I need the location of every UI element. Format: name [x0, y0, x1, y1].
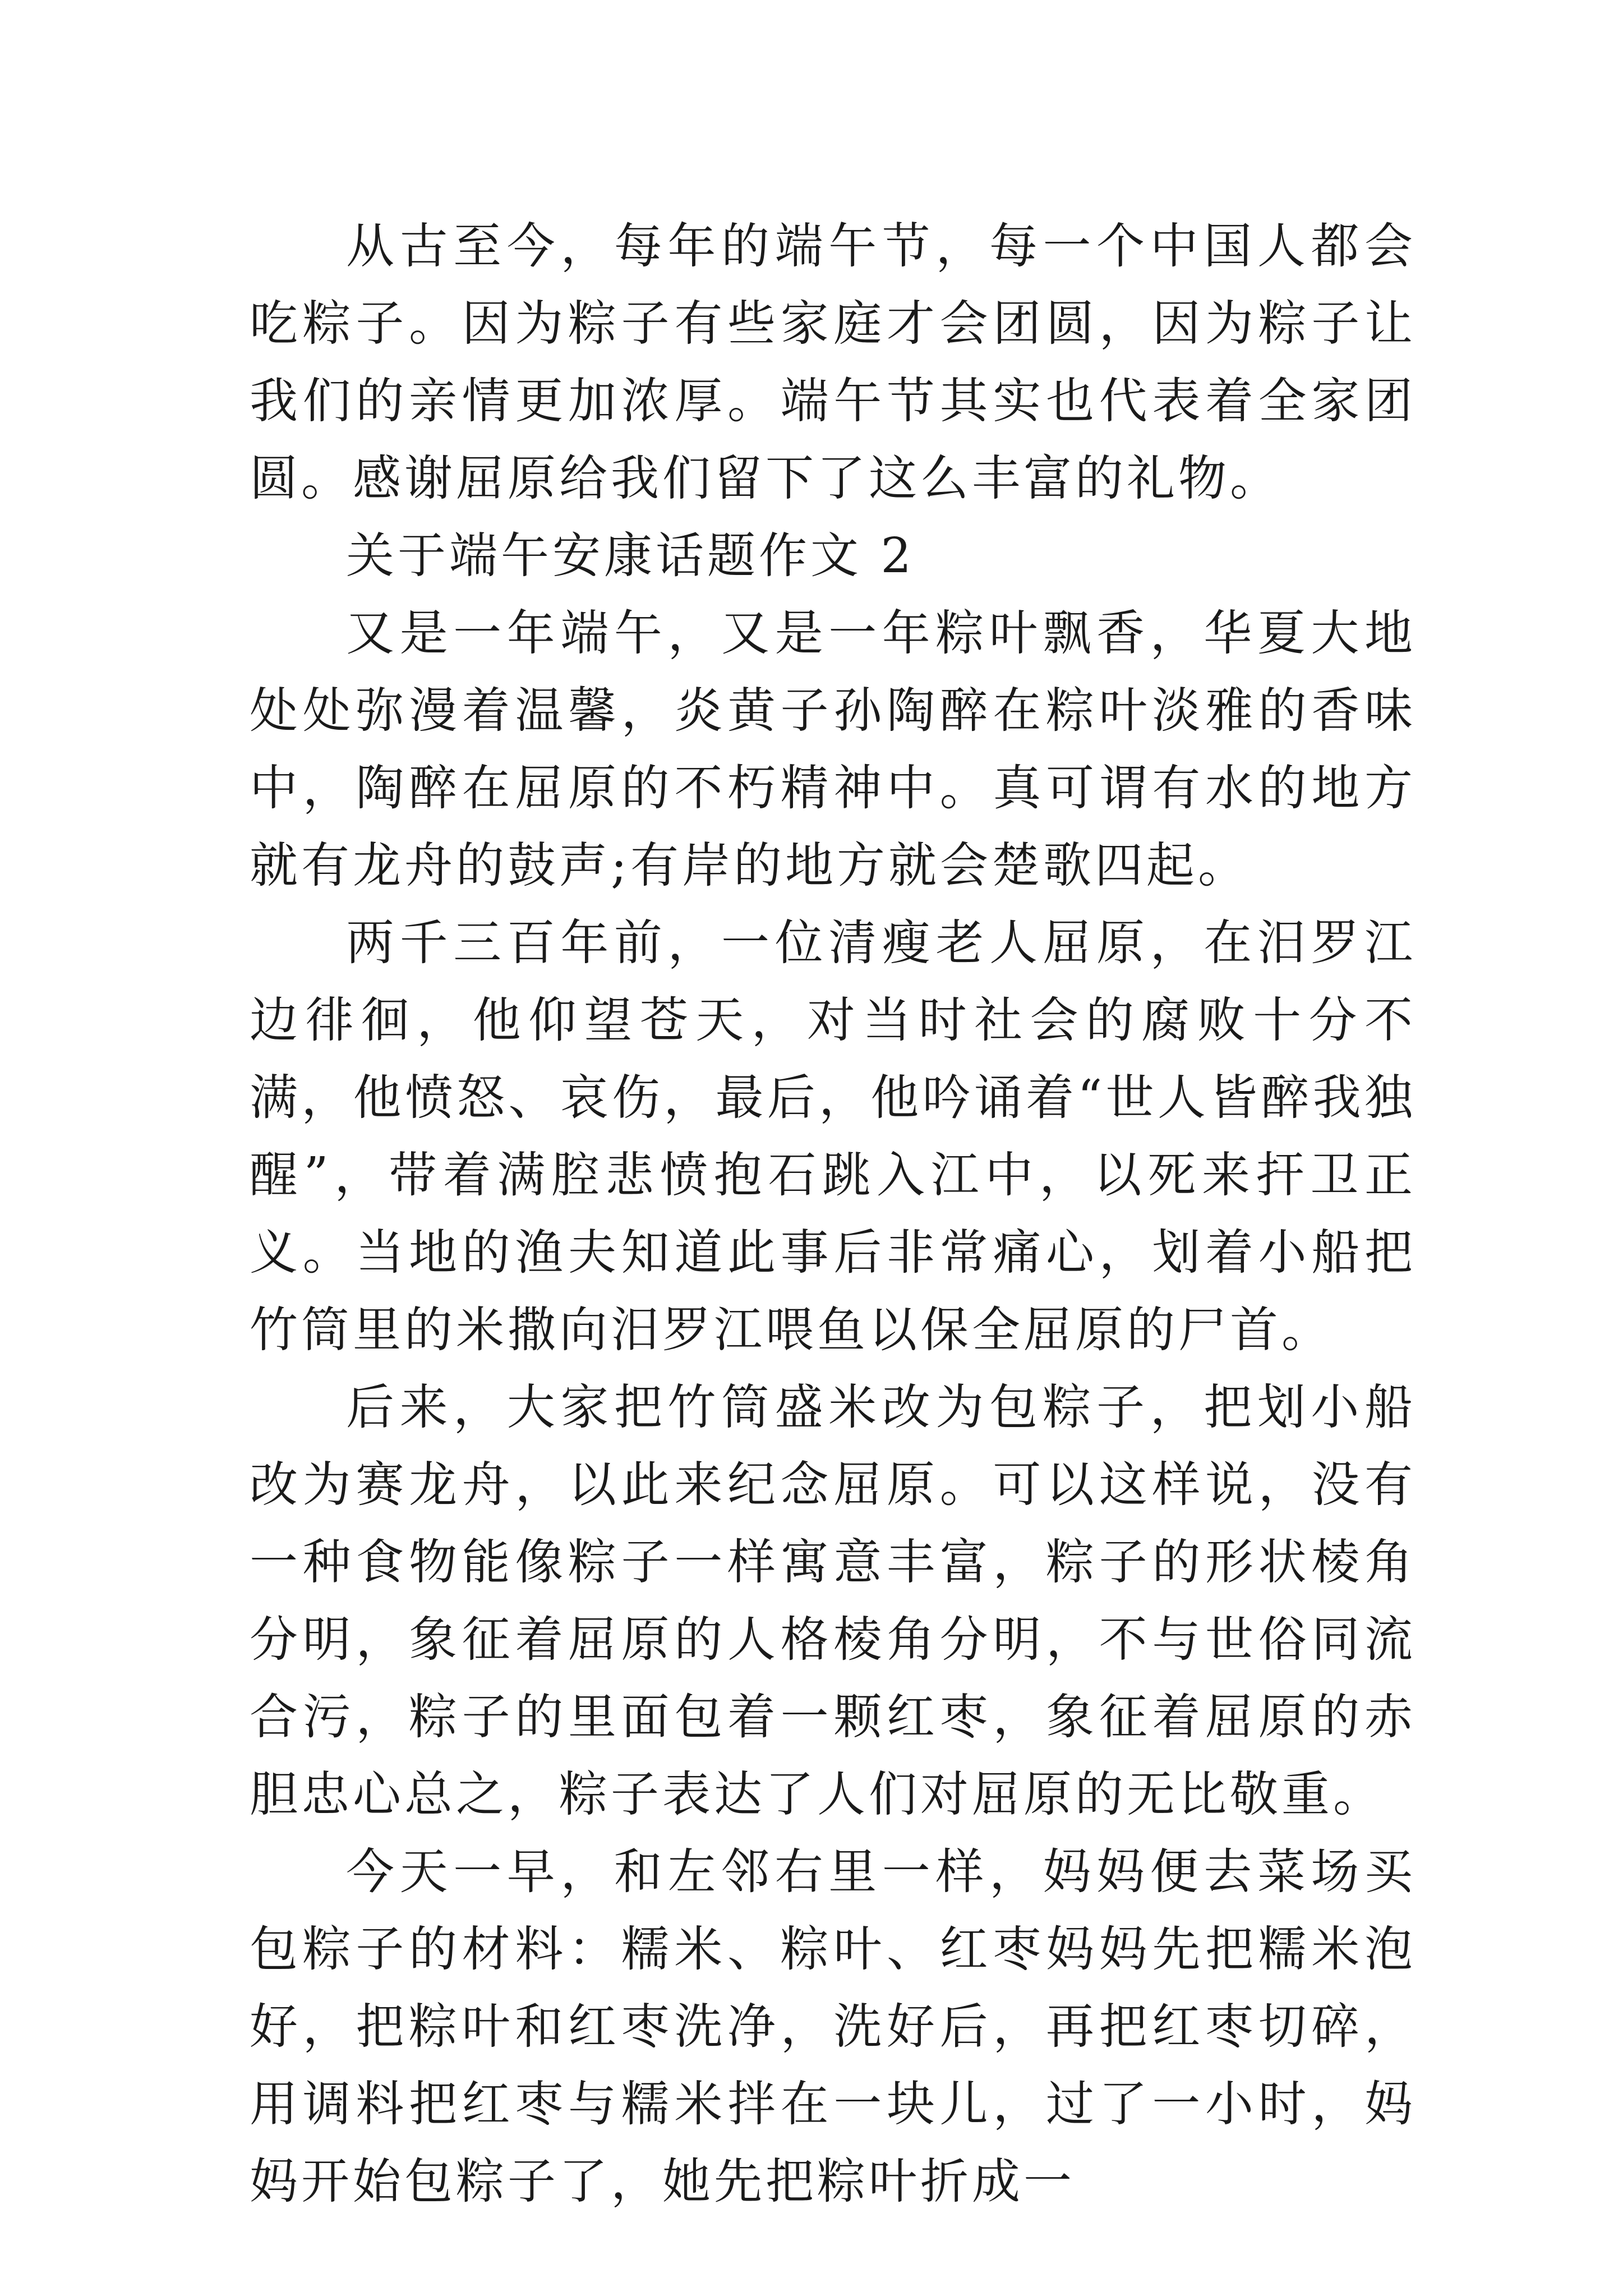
paragraph-dragon-boat: 又是一年端午，又是一年粽叶飘香，华夏大地处处弥漫着温馨，炎黄子孙陶醉在粽叶淡雅的香味中，陶醉在屈原的不朽精神中。真可谓有水的地方就有龙舟的鼓声;有岸的地方就会楚歌四起。	[250, 605, 1416, 894]
paragraph-zongzi-meaning: 后来，大家把竹筒盛米改为包粽子，把划小船改为赛龙舟，以此来纪念屈原。可以这样说，没有一种食物能像粽子一样寓意丰富，粽子的形状棱角分明，象征着屈原的人格棱角分明，不与世俗同流合污，粽子的里面包着一颗红枣，象征着屈原的赤胆忠心总之，粽子表达了人们对屈原的无比敬重。	[250, 1379, 1416, 1823]
paragraph-qu-yuan-story: 两千三百年前，一位清瘦老人屈原，在汨罗江边徘徊，他仰望苍天，对当时社会的腐败十分不满，他愤怒、哀伤，最后，他吟诵着“世人皆醉我独醒”，带着满腔悲愤抱石跳入江中，以死来扞卫正义。当地的渔夫知道此事后非常痛心，划着小船把竹筒里的米撒向汨罗江喂鱼以保全屈原的尸首。	[250, 915, 1416, 1358]
document-body	[250, 208, 1416, 2220]
paragraph-making-zongzi: 今天一早，和左邻右里一样，妈妈便去菜场买包粽子的材料：糯米、粽叶、红枣妈妈先把糯米泡好，把粽叶和红枣洗净，洗好后，再把红枣切碎，用调料把红枣与糯米拌在一块儿，过了一小时，妈妈开始包粽子了，她先把粽叶折成一	[250, 1844, 1416, 2210]
section-heading: 关于端午安康话题作文 2	[346, 528, 915, 584]
paragraph-intro: 从古至今，每年的端午节，每一个中国人都会吃粽子。因为粽子有些家庭才会团圆，因为粽子让我们的亲情更加浓厚。端午节其实也代表着全家团圆。感谢屈原给我们留下了这么丰富的礼物。	[250, 218, 1416, 507]
